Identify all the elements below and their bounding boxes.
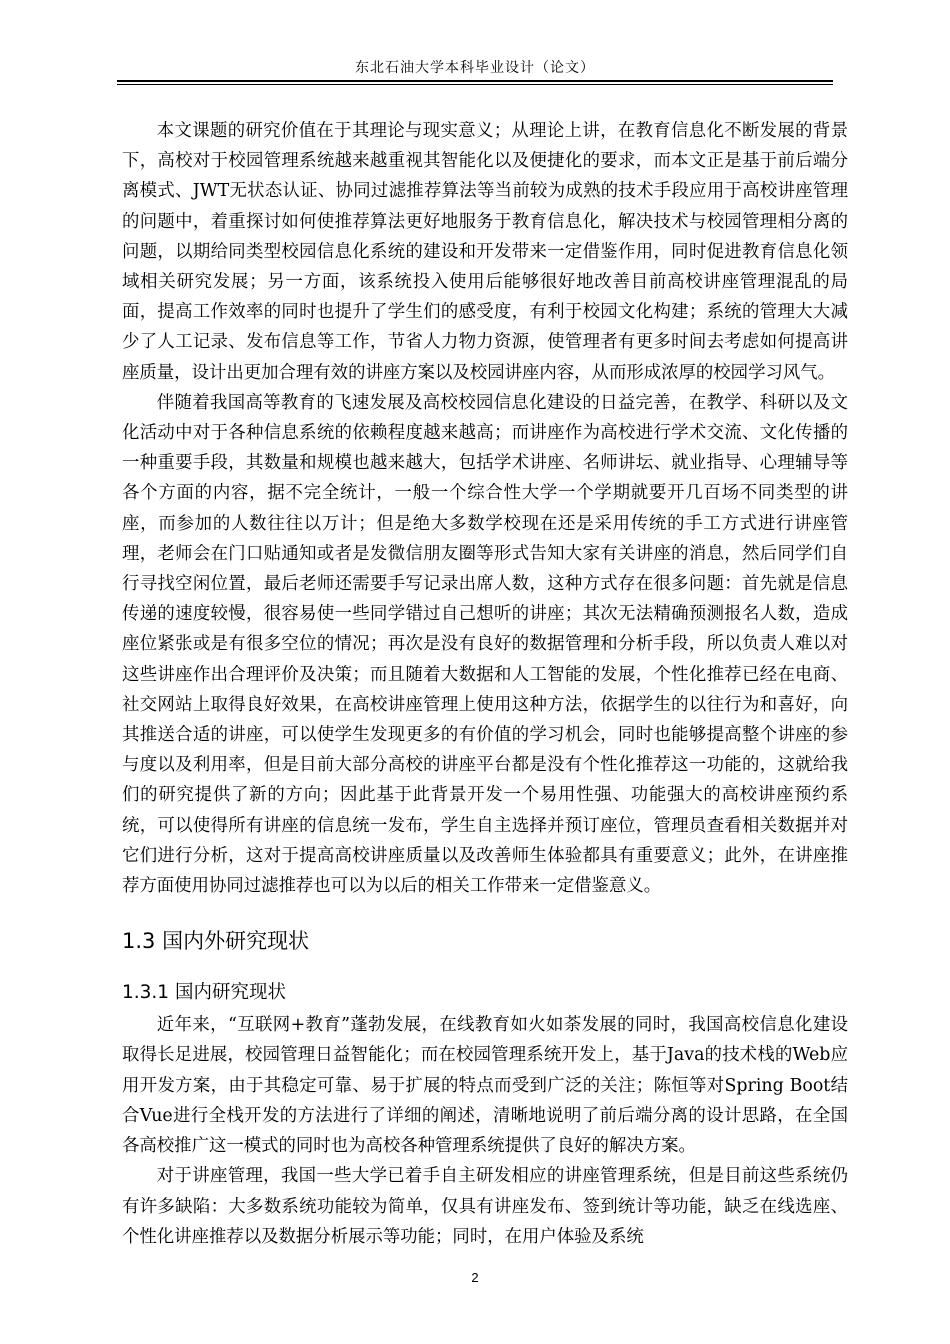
body-paragraph: 伴随着我国高等教育的飞速发展及高校校园信息化建设的日益完善，在教学、科研以及文化活动中对于各种信息系统的依赖程度越来越高；而讲座作为高校进行学术交流、文化传播的一种重要手段，其数量和规模也越来越大，包括学术讲座、名师讲坛、就业指导、心理辅导等各个方面的内容，据不完全统计，一般一个综合性大学一个学期就要开几百场不同类型的讲座，而参加的人数往往以万计；但是绝大多数学校现在还是采用传统的手工方式进行讲座管理，老师会在门口贴通知或者是发微信朋友圈等形式告知大家有关讲座的消息，然后同学们自行寻找空闲位置，最后老师还需要手写记录出席人数，这种方式存在很多问题：首先就是信息传递的速度较慢，很容易使一些同学错过自己想听的讲座；其次无法精确预测报名人数，造成座位紧张或是有很多空位的情况；再次是没有良好的数据管理和分析手段，所以负责人难以对这些讲座作出合理评价及决策；而且随着大数据和人工智能的发展，个性化推荐已经在电商、社交网站上取得良好效果，在高校讲座管理上使用这种方法，依据学生的以往行为和喜好，向其推送合适的讲座，可以使学生发现更多的有价值的学习机会，同时也能够提高整个讲座的参与度以及利用率，但是目前大部分高校的讲座平台都是没有个性化推荐这一功能的，这就给我们的研究提供了新的方向；因此基于此背景开发一个易用性强、功能强大的高校讲座预约系统，可以使得所有讲座的信息统一发布，学生自主选择并预订座位，管理员查看相关数据并对它们进行分析，这对于提高高校讲座质量以及改善师生体验都具有重要意义；此外，在讲座推荐方面使用协同过滤推荐也可以为以后的相关工作带来一定借鉴意义。 — [122, 392, 848, 897]
subsection-heading: 1.3.1 国内研究现状 — [122, 982, 286, 1004]
header-title: 东北石油大学本科毕业设计（论文） — [355, 60, 595, 76]
body-paragraph: 对于讲座管理，我国一些大学已着手自主研发相应的讲座管理系统，但是目前这些系统仍有许多缺陷：大多数系统功能较为简单，仅具有讲座发布、签到统计等功能，缺乏在线选座、个性化讲座推荐以及数据分析展示等功能；同时，在用户体验及系统 — [122, 1166, 848, 1247]
header-rule — [117, 80, 833, 82]
document-body — [122, 116, 848, 1252]
body-paragraph: 近年来，“互联网+教育”蓬勃发展，在线教育如火如荼发展的同时，我国高校信息化建设取得长足进展，校园管理日益智能化；而在校园管理系统开发上，基于Java的技术栈的Web应用开发方案，由于其稳定可靠、易于扩展的特点而受到广泛的关注；陈恒等对Spring Boot结合Vue进行全栈开发的方法进行了详细的阐述，清晰地说明了前后端分离的设计思路，在全国各高校推广这一模式的同时也为高校各种管理系统提供了良好的解决方案。 — [122, 1015, 848, 1157]
header-rule-secondary — [117, 84, 833, 85]
page-number: 2 — [471, 1270, 479, 1285]
body-paragraph: 本文课题的研究价值在于其理论与现实意义；从理论上讲，在教育信息化不断发展的背景下，高校对于校园管理系统越来越重视其智能化以及便捷化的要求，而本文正是基于前后端分离模式、JWT无状态认证、协同过滤推荐算法等当前较为成熟的技术手段应用于高校讲座管理的问题中，着重探讨如何使推荐算法更好地服务于教育信息化，解决技术与校园管理相分离的问题，以期给同类型校园信息化系统的建设和开发带来一定借鉴作用，同时促进教育信息化领域相关研究发展；另一方面，该系统投入使用后能够很好地改善目前高校讲座管理混乱的局面，提高工作效率的同时也提升了学生们的感受度，有利于校园文化构建；系统的管理大大减少了人工记录、发布信息等工作，节省人力物力资源，使管理者有更多时间去考虑如何提高讲座质量，设计出更加合理有效的讲座方案以及校园讲座内容，从而形成浓厚的校园学习风气。 — [122, 121, 848, 383]
section-heading: 1.3 国内外研究现状 — [122, 929, 310, 954]
